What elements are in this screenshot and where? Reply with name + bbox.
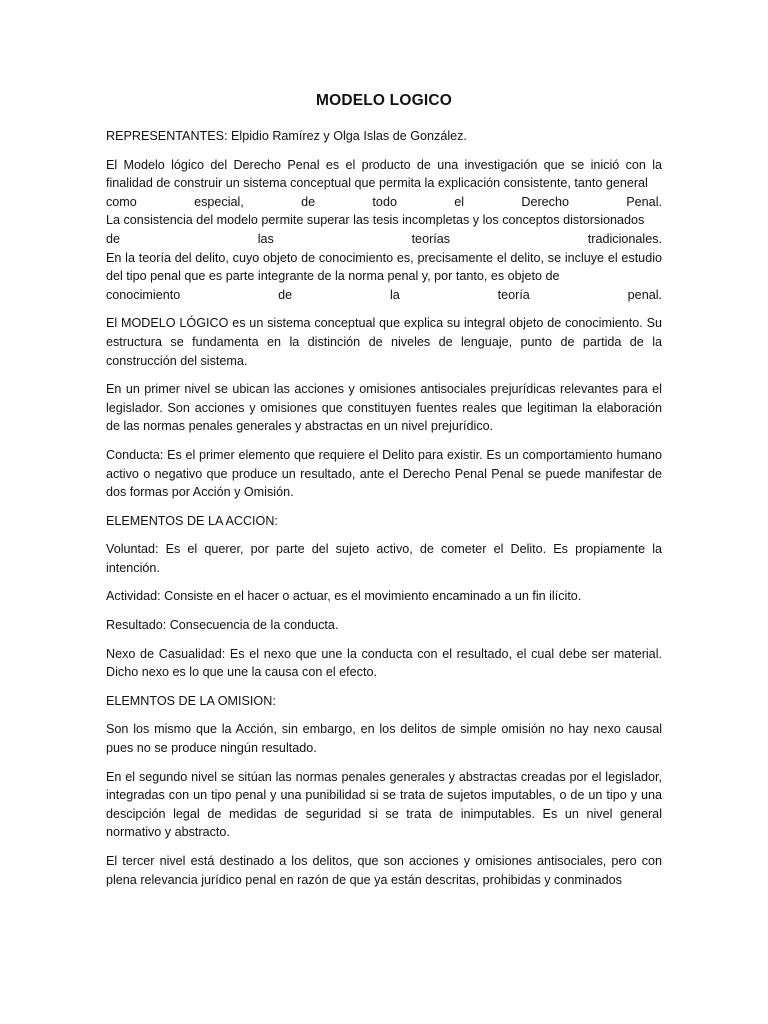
intro-line: conocimiento de la teoría penal. bbox=[106, 287, 662, 302]
representantes-label: REPRESENTANTES: bbox=[106, 129, 228, 143]
segundo-nivel-paragraph: En el segundo nivel se sitúan las normas penales generales y abstractas creadas por el legislador, integradas con un tipo penal y una punibilidad si se trata de sujetos imputables, o de un tipo y una descipción legal de medidas de seguridad si se trata de inimputables. Es un nivel general normativo y abstracto. bbox=[106, 769, 662, 840]
intro-paragraph bbox=[106, 156, 662, 305]
page-title: MODELO LOGICO bbox=[315, 92, 453, 109]
modelo-logico-paragraph: El MODELO LÓGICO es un sistema conceptual que explica su integral objeto de conocimiento. Su estructura se fundamenta en la distinción de niveles de lenguaje, punto de partida de la construcción del sistema. bbox=[106, 316, 662, 368]
document-body bbox=[106, 127, 662, 889]
representantes-names: Elpidio Ramírez y Olga Islas de González. bbox=[231, 129, 467, 143]
elementos-omision-heading: ELEMNTOS DE LA OMISION: bbox=[106, 693, 276, 708]
intro-line: La consistencia del modelo permite superar las tesis incompletas y los conceptos distorsionados bbox=[106, 213, 645, 228]
elementos-accion-heading: ELEMENTOS DE LA ACCION: bbox=[106, 513, 278, 528]
voluntad-paragraph: Voluntad: Es el querer, por parte del sujeto activo, de cometer el Delito. Es propiamente la intención. bbox=[106, 542, 662, 575]
conducta-paragraph: Conducta: Es el primer elemento que requiere el Delito para existir. Es un comportamiento humano activo o negativo que produce un resultado, ante el Derecho Penal Penal se puede manifestar de dos formas por Acción y Omisión. bbox=[106, 447, 662, 500]
intro-line: En la teoría del delito, cuyo objeto de conocimiento es, precisamente el delito, se incluye el estudio del tipo penal que es parte integrante de la norma penal y, por tanto, es objeto de bbox=[106, 250, 662, 284]
nexo-paragraph: Nexo de Casualidad: Es el nexo que une la conducta con el resultado, el cual debe ser material. Dicho nexo es lo que une la causa con el efecto. bbox=[106, 646, 662, 680]
actividad-paragraph: Actividad: Consiste en el hacer o actuar, es el movimiento encaminado a un fin ilícito. bbox=[106, 589, 582, 604]
omision-paragraph: Son los mismo que la Acción, sin embargo, en los delitos de simple omisión no hay nexo causal pues no se produce ningún resultado. bbox=[106, 722, 662, 756]
resultado-paragraph: Resultado: Consecuencia de la conducta. bbox=[106, 618, 339, 633]
intro-line: de las teorías tradicionales. bbox=[106, 231, 662, 246]
representantes-line bbox=[106, 127, 662, 146]
primer-nivel-paragraph: En un primer nivel se ubican las acciones y omisiones antisociales prejurídicas relevantes para el legislador. Son acciones y omisiones que constituyen fuentes reales que legitiman la elaboración de las normas penales generales y abstractas en un nivel prejurídico. bbox=[106, 382, 662, 434]
intro-line: El Modelo lógico del Derecho Penal es el producto de una investigación que se inició con la finalidad de construir un sistema conceptual que permita la explicación consistente, tanto general bbox=[106, 157, 662, 191]
tercer-nivel-paragraph: El tercer nivel está destinado a los delitos, que son acciones y omisiones antisociales, pero con plena relevancia jurídico penal en razón de que ya están descritas, prohibidas y conminados bbox=[106, 854, 662, 887]
intro-line: como especial, de todo el Derecho Penal. bbox=[106, 194, 662, 209]
